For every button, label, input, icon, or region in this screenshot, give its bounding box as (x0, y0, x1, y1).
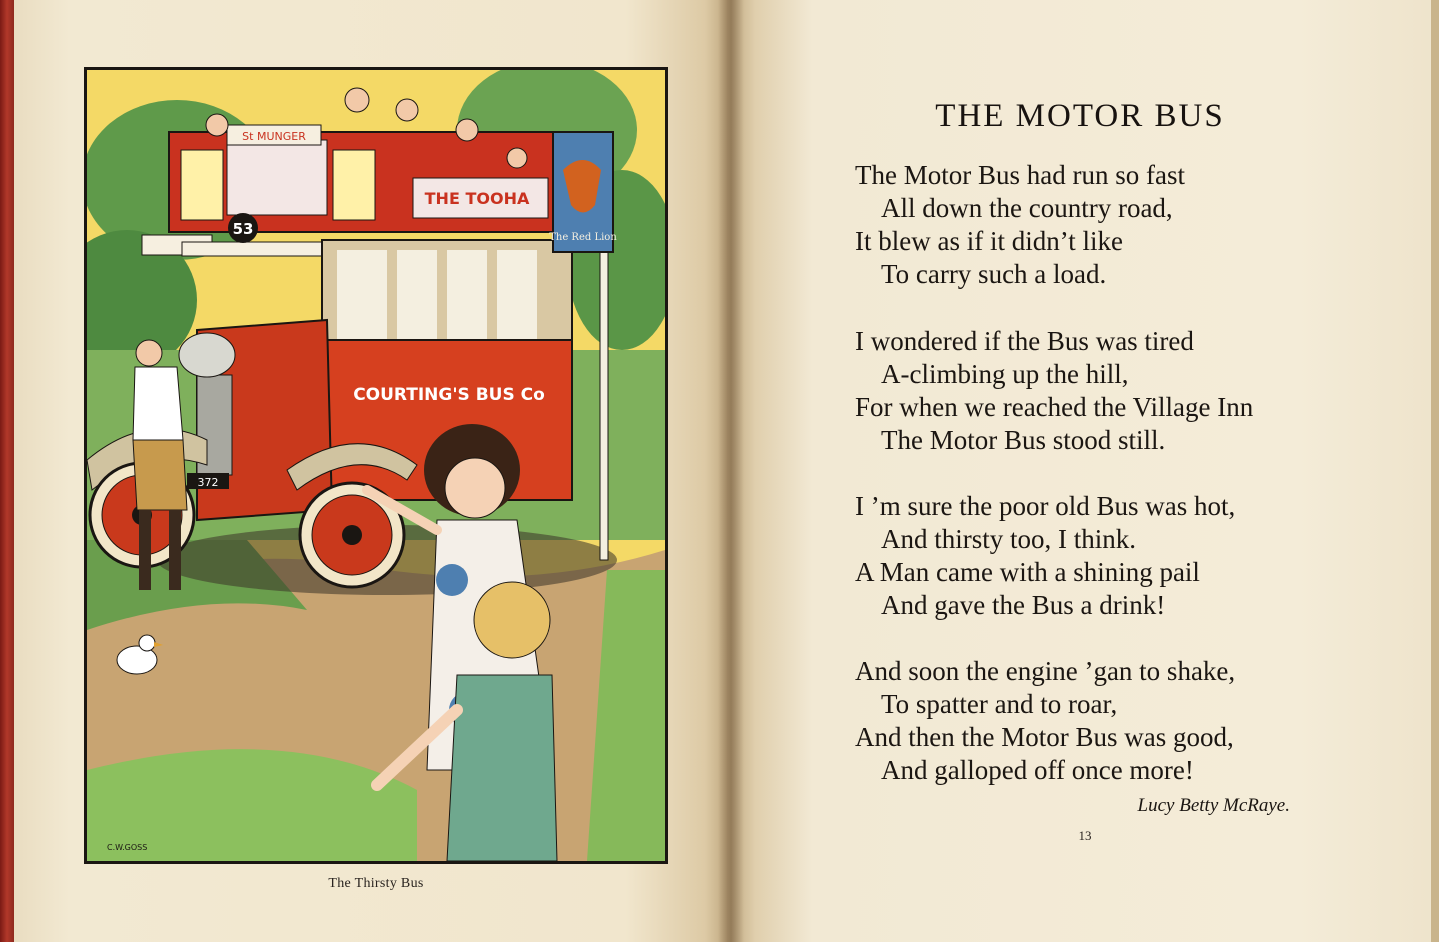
poem-line: And gave the Bus a drink! (881, 590, 1166, 620)
bus-illustration (87, 70, 665, 861)
poem-line: For when we reached the Village Inn (855, 392, 1254, 422)
page-edge (1431, 0, 1439, 942)
bus-route-board: St MUNGER (242, 130, 306, 143)
bus-number-disc: 53 (232, 220, 254, 238)
poem-author: Lucy Betty McRaye. (1137, 795, 1290, 816)
poem-line: And soon the engine ’gan to shake, (855, 656, 1236, 686)
poem-line: To spatter and to roar, (881, 689, 1118, 719)
poem-line: I wondered if the Bus was tired (855, 326, 1194, 356)
bus-company-name: COURTING'S BUS Co (353, 385, 545, 405)
poem-line: To carry such a load. (881, 259, 1107, 289)
shining-pail (179, 333, 235, 377)
poem-line: And galloped off once more! (881, 755, 1194, 785)
bus-side-ad: THE TOOHA (424, 189, 530, 208)
stanza-1 (855, 159, 1375, 291)
stanza-3 (855, 490, 1375, 622)
poem-line: A Man came with a shining pail (855, 557, 1200, 587)
poem-line: It blew as if it didn’t like (855, 226, 1123, 256)
poem-line: A-climbing up the hill, (881, 359, 1129, 389)
poem-line: I ’m sure the poor old Bus was hot, (855, 491, 1236, 521)
artist-signature: C.W.GOSS (107, 843, 148, 852)
poem-line: All down the country road, (881, 193, 1173, 223)
illustration-caption: The Thirsty Bus (328, 876, 424, 891)
poem-line: The Motor Bus had run so fast (855, 160, 1185, 190)
illustration-plate (84, 67, 668, 864)
stanza-4 (855, 655, 1375, 787)
book-gutter (718, 0, 744, 942)
poem-line: And then the Motor Bus was good, (855, 722, 1234, 752)
page-number: 13 (1078, 828, 1092, 843)
poem-line: The Motor Bus stood still. (881, 425, 1166, 455)
book-cover-edge (0, 0, 14, 942)
poem-title: THE MOTOR BUS (935, 98, 1225, 134)
inn-sign-text: The Red Lion (549, 232, 617, 243)
number-plate: 372 (197, 476, 219, 489)
poem-line: And thirsty too, I think. (881, 524, 1136, 554)
stanza-2 (855, 325, 1375, 457)
